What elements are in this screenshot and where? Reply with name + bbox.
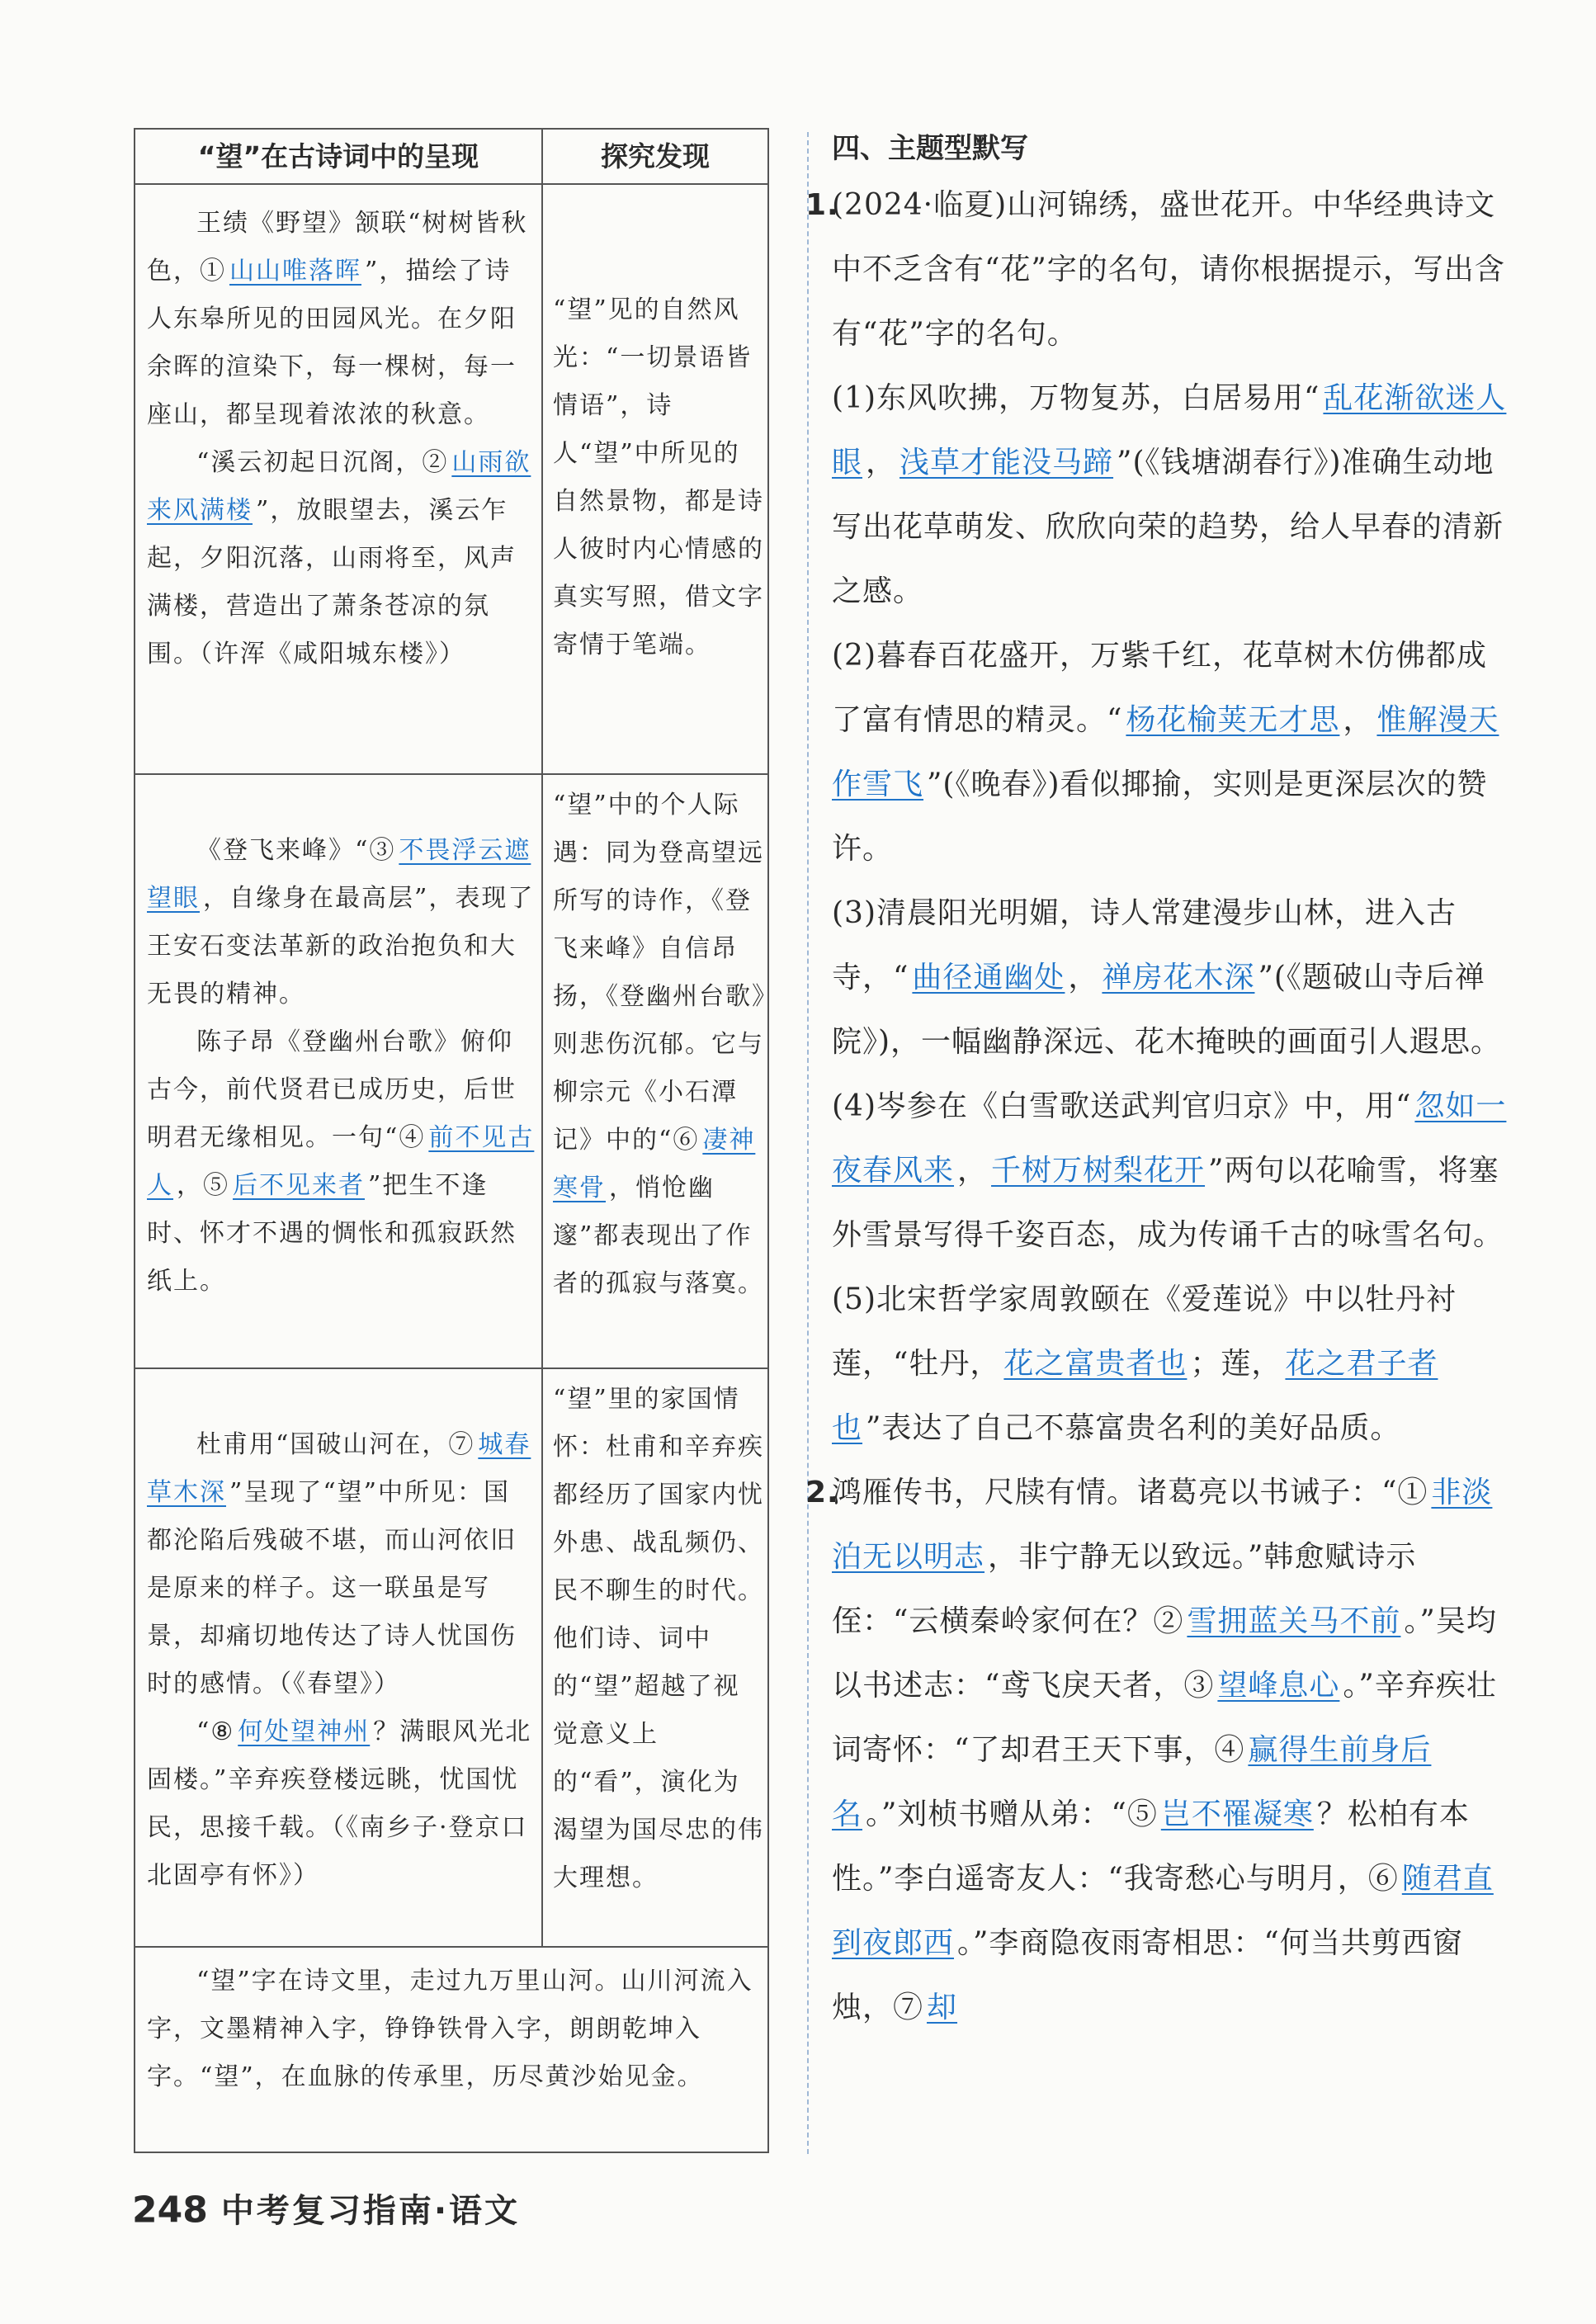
section-title: 四、主题型默写	[832, 132, 1028, 165]
row2-right-text	[553, 782, 766, 1308]
answer: 花之君子者也	[832, 1347, 1438, 1445]
text: ”(《题破山寺后禅院》)，一幅幽静深远、花木掩映的画面引人遐思。	[832, 961, 1502, 1059]
answer: 雪拥蓝关马不前	[1187, 1604, 1401, 1638]
row2-para2	[147, 1018, 535, 1306]
text: 。”刘桢书赠从弟：“⑤	[866, 1797, 1158, 1831]
row2-para1	[147, 827, 535, 1018]
answer: 望峰息心	[1217, 1669, 1340, 1703]
text: (2)暮春百花盛开，万紫千红，花草树木仿佛都成了富有情思的精灵。“	[832, 639, 1487, 737]
header-discovery: 探究发现	[601, 140, 710, 172]
text: ，	[957, 1154, 989, 1188]
text: ”，放眼望去，溪云乍起，夕阳沉落，山雨将至，风声满楼，营造出了萧条苍凉的氛围。（许浑《咸阳城东楼》）	[147, 496, 517, 668]
row1-para2	[147, 439, 535, 678]
answer: 却	[927, 1991, 958, 2024]
row-divider	[135, 773, 767, 775]
question-2	[805, 1461, 1517, 2040]
question-number: 2.	[805, 1476, 839, 1509]
answer: 随君直到夜郎西	[832, 1862, 1494, 1960]
answer-7: 城春草木深	[147, 1430, 531, 1507]
text: “望”中的个人际遇：同为登高望远所写的诗作，《登飞来峰》自信昂扬，《登幽州台歌》则悲伤沉郁。它与柳宗元《小石潭记》中的“⑥	[553, 791, 766, 1155]
q1-item-1	[832, 366, 1517, 624]
text: ，	[1343, 703, 1374, 737]
answer: 乱花渐欲迷人眼	[832, 381, 1507, 479]
q1-item-2	[832, 624, 1517, 881]
answer: 岂不罹凝寒	[1160, 1797, 1314, 1831]
answer-5: 后不见来者	[233, 1171, 365, 1200]
text: (3)清晨阳光明媚，诗人常建漫步山林，进入古寺，“	[832, 896, 1457, 994]
text: 《登飞来峰》“③	[196, 836, 396, 865]
row3-para1	[147, 1421, 535, 1708]
text: 。”辛弃疾壮词寄怀：“了却君王天下事，④	[832, 1669, 1497, 1767]
row1-left-cell	[147, 200, 535, 678]
q1-item-4	[832, 1075, 1517, 1268]
column-separator	[807, 132, 809, 2154]
text: 鸿雁传书，尺牍有情。诸葛亮以书诫子：“①	[832, 1476, 1428, 1509]
text: “溪云初起日沉阁，②	[196, 448, 449, 477]
row3-left-cell	[147, 1421, 535, 1900]
text: (5)北宋哲学家周敦颐在《爱莲说》中以牡丹衬莲，“牡丹，	[832, 1282, 1457, 1381]
text: ”，描绘了诗人东皋所见的田园风光。在夕阳余晖的渲染下，每一棵树，每一座山，都呈现着浓浓的秋意。	[147, 257, 517, 429]
row2-left-cell	[147, 827, 535, 1306]
answer: 千树万树梨花开	[991, 1154, 1206, 1188]
question-1-intro: (2024·临夏)山河锦绣，盛世花开。中华经典诗文中不乏含有“花”字的名句，请你根据提示，写出含有“花”字的名句。	[832, 188, 1505, 351]
answer: 惟解漫天作雪飞	[832, 703, 1499, 801]
row3-right-cell: “望”里的家国情怀：杜甫和辛弃疾都经历了国家内忧外患、战乱频仍、民不聊生的时代。他们诗、词中的“望”超越了视觉意义上的“看”，演化为渴望为国尽忠的伟大理想。	[553, 1385, 764, 1892]
q1-item-5	[832, 1268, 1517, 1461]
answer-6: 凄神寒骨	[553, 1126, 756, 1202]
text: ，自缘身在最高层”，表现了王安石变法革新的政治抱负和大无畏的精神。	[147, 884, 535, 1008]
text: ，	[866, 446, 897, 479]
page-number: 248	[132, 2189, 208, 2232]
text: ”(《晚春》)看似揶揄，实则是更深层次的赞许。	[832, 768, 1488, 866]
text: ”两句以花喻雪，将塞外雪景写得千姿百态，成为传诵千古的咏雪名句。	[832, 1154, 1504, 1252]
text: 。”李商隐夜雨寄相思：“何当共剪西窗烛，⑦	[832, 1926, 1463, 2024]
text: 陈子昂《登幽州台歌》俯仰古今，前代贤君已成历史，后世明君无缘相见。一句“④	[147, 1027, 517, 1152]
answer: 浅草才能没马蹄	[900, 446, 1114, 479]
answer: 曲径通幽处	[912, 961, 1065, 994]
row1-right-cell: “望”见的自然风光：“一切景语皆情语”，诗人“望”中所见的自然景物，都是诗人彼时内心情感的真实写照，借文字寄情于笔端。	[553, 295, 764, 659]
text: ，⑤	[177, 1171, 229, 1200]
question-number: 1.	[805, 188, 839, 222]
header-presentation: “望”在古诗词中的呈现	[197, 140, 479, 172]
table-footer-cell	[147, 1958, 758, 2101]
answer: 非淡泊无以明志	[832, 1476, 1493, 1574]
text: 。”吴均以书述志：“鸢飞戾天者，③	[832, 1604, 1497, 1703]
text: ”(《钱塘湖春行》)准确生动地写出花草萌发、欣欣向荣的趋势，给人早春的清新之感。	[832, 446, 1504, 608]
row1-para1	[147, 200, 535, 439]
text: ，	[1068, 961, 1099, 994]
answer-4: 前不见古人	[147, 1123, 535, 1200]
row-divider	[135, 1367, 767, 1369]
text: ；莲，	[1190, 1347, 1282, 1381]
page-footer	[132, 2185, 520, 2235]
question-2-text	[832, 1461, 1517, 2040]
answer: 赢得生前身后名	[832, 1733, 1432, 1831]
text: ，悄怆幽邃”都表现出了作者的孤寂与落寞。	[553, 1174, 764, 1298]
text: 王绩《野望》颔联“树树皆秋色，①	[147, 209, 528, 286]
row-divider	[135, 1946, 767, 1948]
text: (1)东风吹拂，万物复苏，白居易用“	[832, 381, 1320, 415]
answer: 花之富贵者也	[1003, 1347, 1188, 1381]
right-column	[805, 124, 1517, 2040]
answer: 禅房花木深	[1102, 961, 1255, 994]
text: “⑧	[196, 1717, 235, 1746]
row2-right-cell	[553, 782, 766, 1308]
answer-1: 山山唯落晖	[229, 257, 361, 286]
text: ”呈现了“望”中所见：国都沦陷后残破不堪，而山河依旧是原来的样子。这一联虽是写景，却痛切地传达了诗人忧国伤时的感情。（《春望》）	[147, 1478, 517, 1698]
column-divider	[541, 130, 543, 1946]
q1-item-3	[832, 881, 1517, 1075]
answer-8: 何处望神州	[238, 1717, 371, 1746]
answer: 忽如一夜春风来	[832, 1089, 1507, 1188]
text: ，非宁静无以致远。”韩愈赋诗示侄：“云横秦岭家何在？②	[832, 1540, 1417, 1638]
answer-2: 山雨欲来风满楼	[147, 448, 531, 525]
text: (4)岑参在《白雪歌送武判官归京》中，用“	[832, 1089, 1412, 1123]
text: ”把生不逢时、怀才不遇的惆怅和孤寂跃然纸上。	[147, 1171, 517, 1296]
text: ”表达了自己不慕富贵名利的美好品质。	[866, 1411, 1401, 1445]
table-footer-text: “望”字在诗文里，走过九万里山河。山川河流入字，文墨精神入字，铮铮铁骨入字，朗朗乾坤入字。“望”，在血脉的传承里，历尽黄沙始见金。	[147, 1967, 753, 2091]
book-title: 中考复习指南·语文	[220, 2191, 521, 2230]
answer: 杨花榆荚无才思	[1126, 703, 1340, 737]
row3-para2	[147, 1708, 535, 1900]
answer-3: 不畏浮云遮望眼	[147, 836, 531, 913]
text: ？松柏有本性。”李白遥寄友人：“我寄愁心与明月，⑥	[832, 1797, 1470, 1896]
question-1	[805, 173, 1517, 1461]
text: ？满眼风光北固楼。”辛弃疾登楼远眺，忧国忧民，思接千载。（《南乡子·登京口北固亭有怀》）	[147, 1717, 532, 1890]
table-header	[135, 130, 767, 185]
poetry-table	[134, 128, 769, 2153]
text: 杜甫用“国破山河在，⑦	[196, 1430, 475, 1459]
